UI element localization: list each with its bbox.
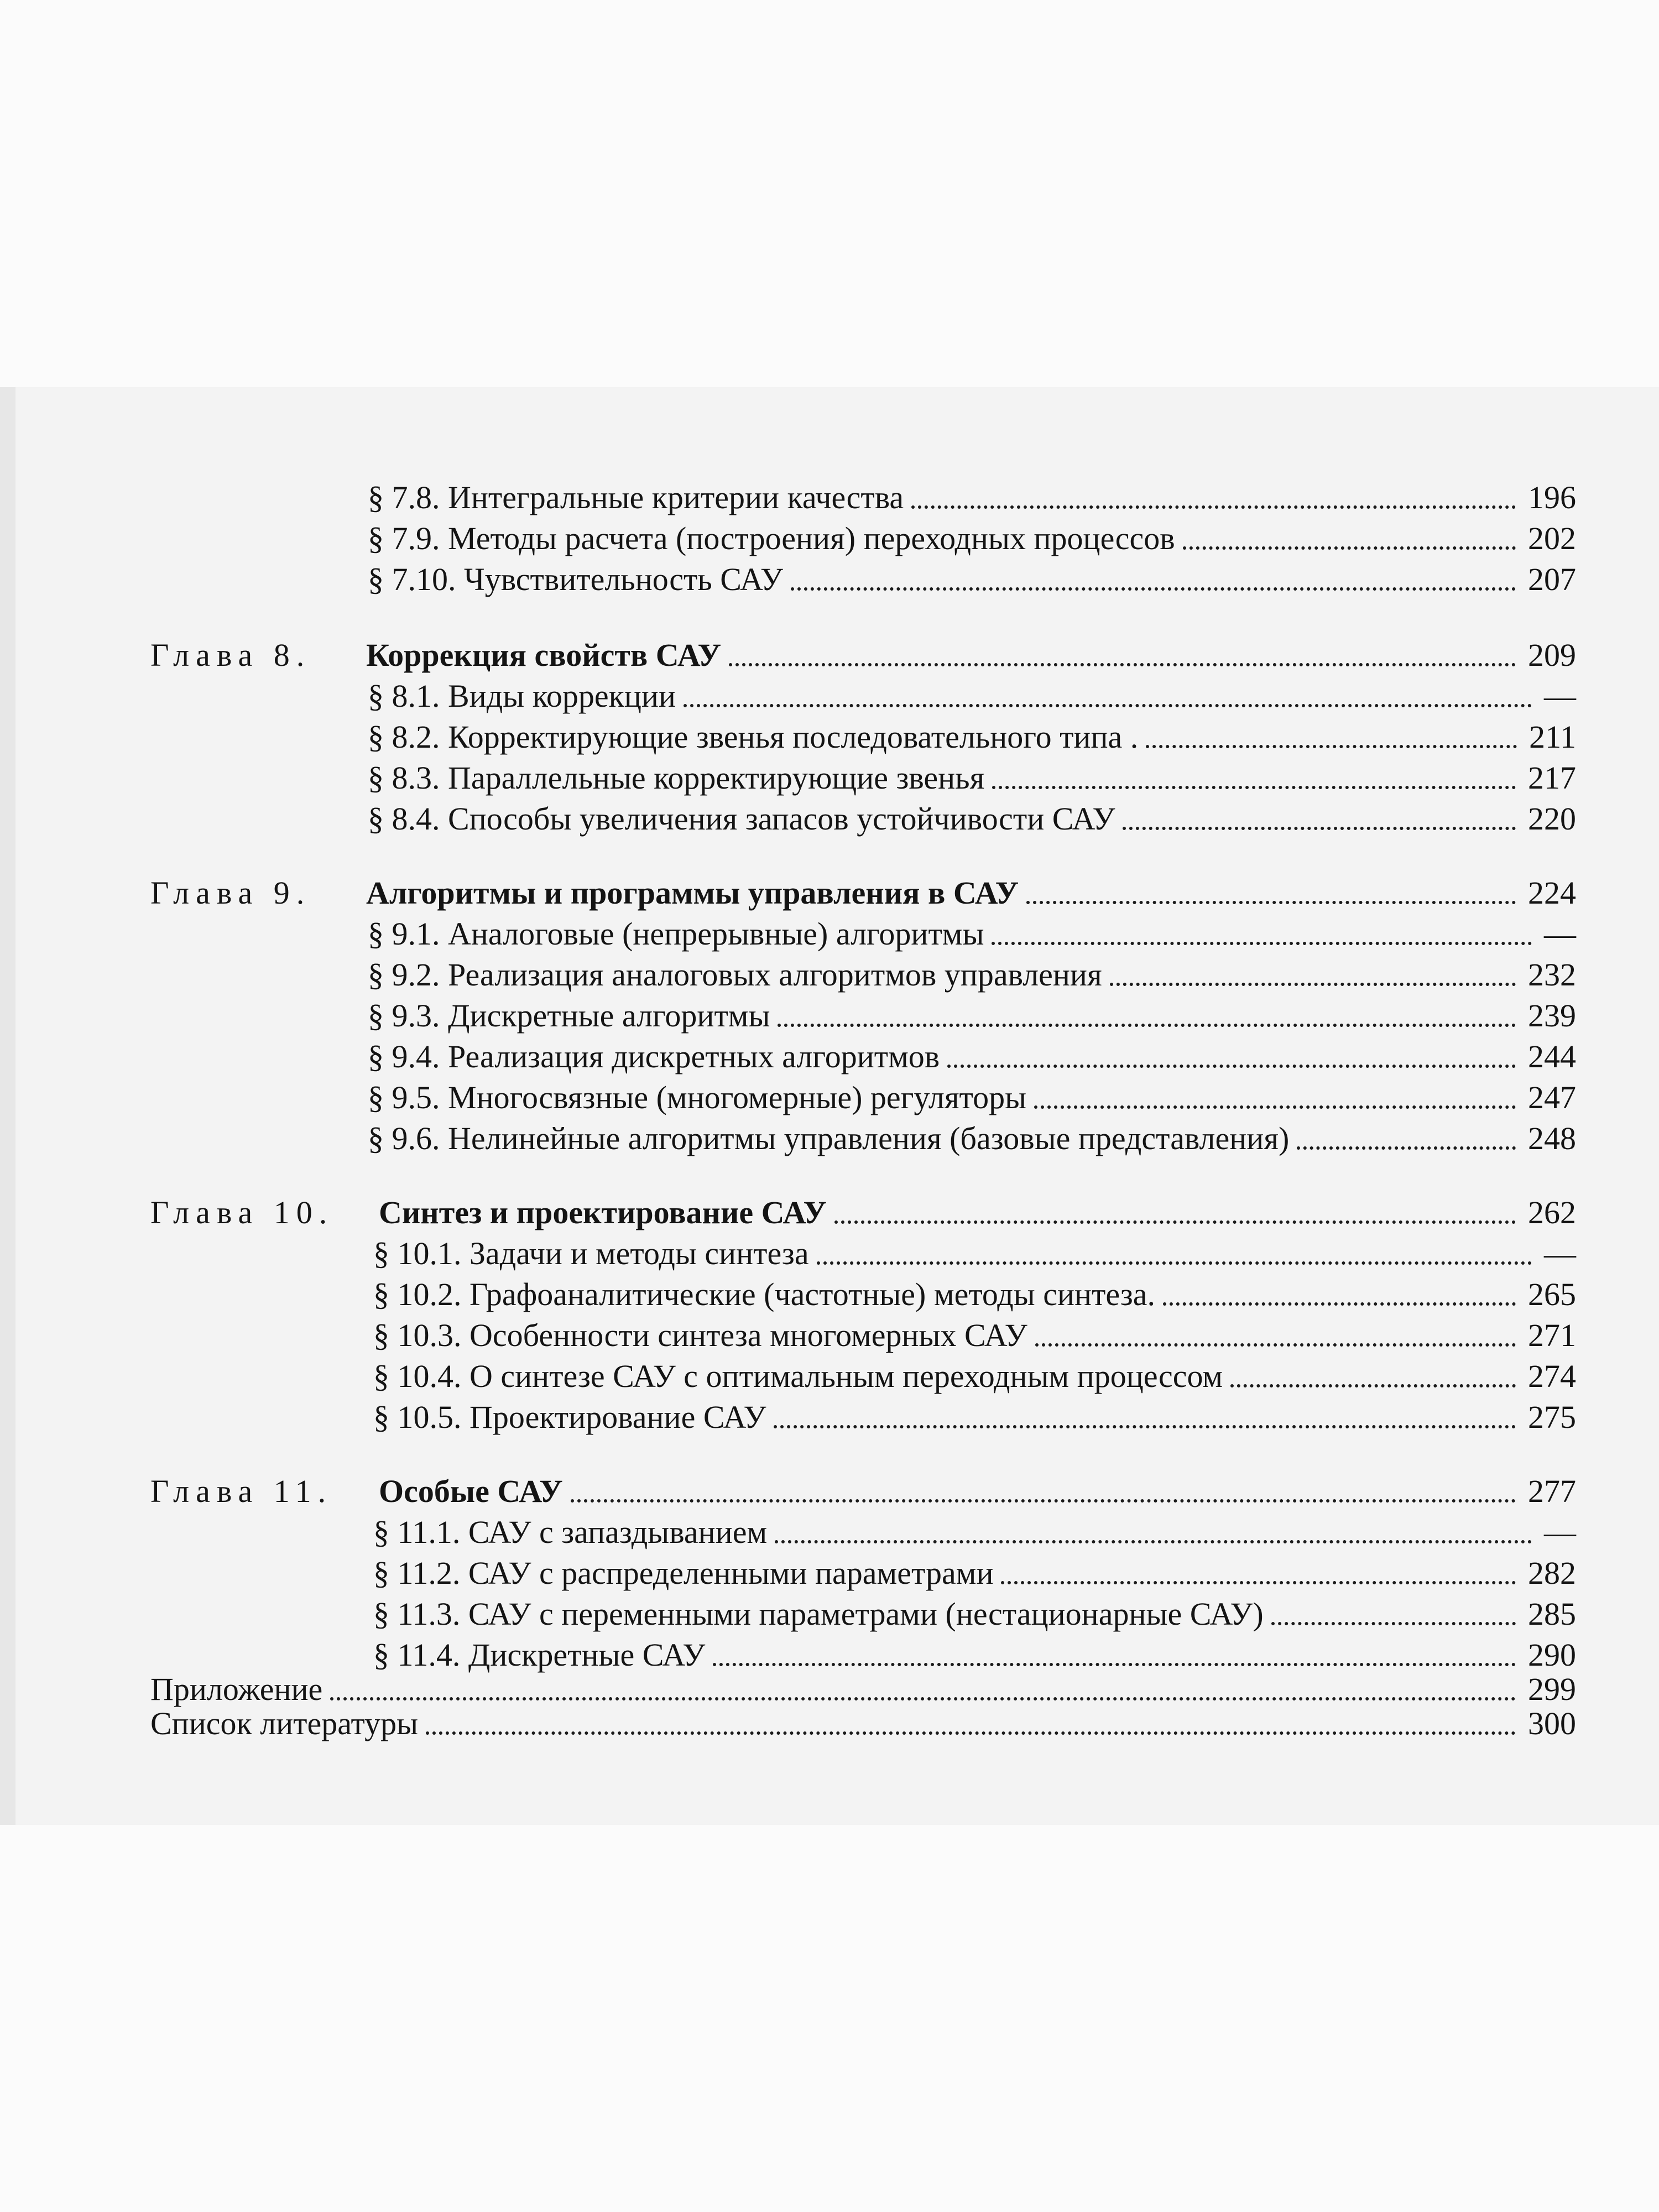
page-number: —: [1544, 1235, 1576, 1271]
dot-leader: [713, 1663, 1516, 1666]
toc-section-row: [0, 1076, 1659, 1120]
toc-chapter-row: [0, 871, 1659, 915]
section-title: § 9.3. Дискретные алгоритмы: [368, 998, 770, 1034]
section-title: § 8.3. Параллельные корректирующие звенья: [368, 760, 985, 796]
page-number: 224: [1528, 875, 1576, 911]
dot-leader: [1110, 983, 1516, 986]
toc-section-row: [0, 517, 1659, 561]
section-title: § 7.9. Методы расчета (построения) переходных процессов: [368, 520, 1175, 556]
dot-leader: [775, 1540, 1532, 1543]
page-number: 271: [1528, 1317, 1576, 1353]
dot-leader: [778, 1024, 1516, 1027]
toc-section-row: [0, 1551, 1659, 1595]
toc-section-row: [0, 994, 1659, 1038]
page-number: 220: [1528, 801, 1576, 837]
toc-section-row: [0, 674, 1659, 718]
section-title: § 9.6. Нелинейные алгоритмы управления (базовые представления): [368, 1120, 1290, 1156]
dot-leader: [1035, 1343, 1516, 1347]
toc-section-row: [0, 1117, 1659, 1161]
page-number: 265: [1528, 1276, 1576, 1312]
toc-section-row: [0, 1232, 1659, 1276]
page-number: 262: [1528, 1194, 1576, 1230]
section-title: § 11.4. Дискретные САУ: [373, 1637, 706, 1673]
toc-section-row: [0, 912, 1659, 956]
page-number: 275: [1528, 1399, 1576, 1435]
page-number: 290: [1528, 1637, 1576, 1673]
page-number: 285: [1528, 1596, 1576, 1632]
dot-leader: [834, 1220, 1516, 1224]
toc-section-row: [0, 953, 1659, 997]
page-number: 209: [1528, 637, 1576, 673]
toc-section-row: [0, 1395, 1659, 1439]
page-number: 300: [1528, 1705, 1576, 1741]
section-title: § 10.2. Графоаналитические (частотные) методы синтеза.: [373, 1276, 1155, 1312]
toc-section-row: [0, 756, 1659, 800]
toc-plain-row: [0, 1702, 1659, 1746]
page-number: 274: [1528, 1358, 1576, 1394]
dot-leader: [774, 1425, 1516, 1428]
dot-leader: [1034, 1105, 1516, 1109]
page-number: 217: [1528, 760, 1576, 796]
section-title: § 8.1. Виды коррекции: [368, 678, 676, 714]
dot-leader: [911, 505, 1516, 509]
chapter-label: Глава 10.: [150, 1194, 334, 1230]
page-number: 196: [1528, 479, 1576, 515]
chapter-title: Коррекция свойств САУ: [366, 637, 722, 673]
dot-leader: [1230, 1384, 1516, 1387]
page-number: 202: [1528, 520, 1576, 556]
toc-section-row: [0, 715, 1659, 759]
toc-chapter-row: [0, 1469, 1659, 1514]
chapter-title: Алгоритмы и программы управления в САУ: [366, 875, 1019, 911]
dot-leader: [426, 1731, 1516, 1735]
toc-section-row: [0, 1035, 1659, 1079]
dot-leader: [1026, 901, 1516, 904]
page-number: 211: [1529, 719, 1576, 755]
page-number: 248: [1528, 1120, 1576, 1156]
section-title: § 10.1. Задачи и методы синтеза: [373, 1235, 809, 1271]
toc-chapter-row: [0, 1191, 1659, 1235]
page-number: 282: [1528, 1555, 1576, 1591]
toc-section-row: [0, 1354, 1659, 1399]
toc-chapter-row: [0, 633, 1659, 677]
dot-leader: [330, 1697, 1516, 1700]
section-title: § 8.2. Корректирующие звенья последовательного типа .: [368, 719, 1139, 755]
section-title: § 11.2. САУ с распределенными параметрами: [373, 1555, 994, 1591]
toc-section-row: [0, 476, 1659, 520]
toc-section-row: [0, 1592, 1659, 1636]
dot-leader: [1146, 745, 1517, 748]
section-title: § 9.5. Многосвязные (многомерные) регуляторы: [368, 1079, 1027, 1115]
section-title: § 9.4. Реализация дискретных алгоритмов: [368, 1039, 940, 1074]
chapter-label: Глава 8.: [150, 637, 311, 673]
toc-section-row: [0, 1313, 1659, 1358]
dot-leader: [1123, 827, 1516, 830]
dot-leader: [1001, 1581, 1516, 1584]
plain-title: Список литературы: [150, 1705, 419, 1741]
page-number: 247: [1528, 1079, 1576, 1115]
dot-leader: [1297, 1146, 1516, 1150]
plain-title: Приложение: [150, 1671, 323, 1707]
section-title: § 11.1. САУ с запаздыванием: [373, 1514, 768, 1550]
dot-leader: [1271, 1622, 1516, 1625]
section-title: § 11.3. САУ с переменными параметрами (нестационарные САУ): [373, 1596, 1264, 1632]
section-title: § 9.1. Аналоговые (непрерывные) алгоритмы: [368, 916, 984, 952]
dot-leader: [1183, 546, 1516, 550]
dot-leader: [947, 1065, 1516, 1068]
dot-leader: [817, 1261, 1532, 1265]
section-title: § 10.5. Проектирование САУ: [373, 1399, 766, 1435]
page-number: —: [1544, 1514, 1576, 1550]
toc-section-row: [0, 557, 1659, 602]
chapter-title: Синтез и проектирование САУ: [379, 1194, 827, 1230]
dot-leader: [729, 663, 1516, 666]
section-title: § 8.4. Способы увеличения запасов устойчивости САУ: [368, 801, 1115, 837]
page-number: —: [1544, 678, 1576, 714]
section-title: § 9.2. Реализация аналоговых алгоритмов управления: [368, 957, 1102, 993]
page-number: 299: [1528, 1671, 1576, 1707]
page-number: 207: [1528, 561, 1576, 597]
dot-leader: [992, 786, 1516, 789]
page-number: 232: [1528, 957, 1576, 993]
chapter-label: Глава 9.: [150, 875, 311, 911]
section-title: § 7.8. Интегральные критерии качества: [368, 479, 904, 515]
toc-section-row: [0, 797, 1659, 841]
dot-leader: [684, 704, 1532, 707]
page-number: —: [1544, 916, 1576, 952]
chapter-label: Глава 11.: [150, 1473, 333, 1509]
section-title: § 7.10. Чувствительность САУ: [368, 561, 783, 597]
dot-leader: [791, 587, 1516, 591]
section-title: § 10.3. Особенности синтеза многомерных САУ: [373, 1317, 1027, 1353]
page-number: 239: [1528, 998, 1576, 1034]
page-number: 277: [1528, 1473, 1576, 1509]
toc-section-row: [0, 1510, 1659, 1554]
toc-section-row: [0, 1272, 1659, 1317]
page-number: 244: [1528, 1039, 1576, 1074]
dot-leader: [571, 1499, 1516, 1503]
section-title: § 10.4. О синтезе САУ с оптимальным переходным процессом: [373, 1358, 1223, 1394]
dot-leader: [1163, 1302, 1516, 1306]
dot-leader: [992, 942, 1532, 945]
chapter-title: Особые САУ: [379, 1473, 563, 1509]
